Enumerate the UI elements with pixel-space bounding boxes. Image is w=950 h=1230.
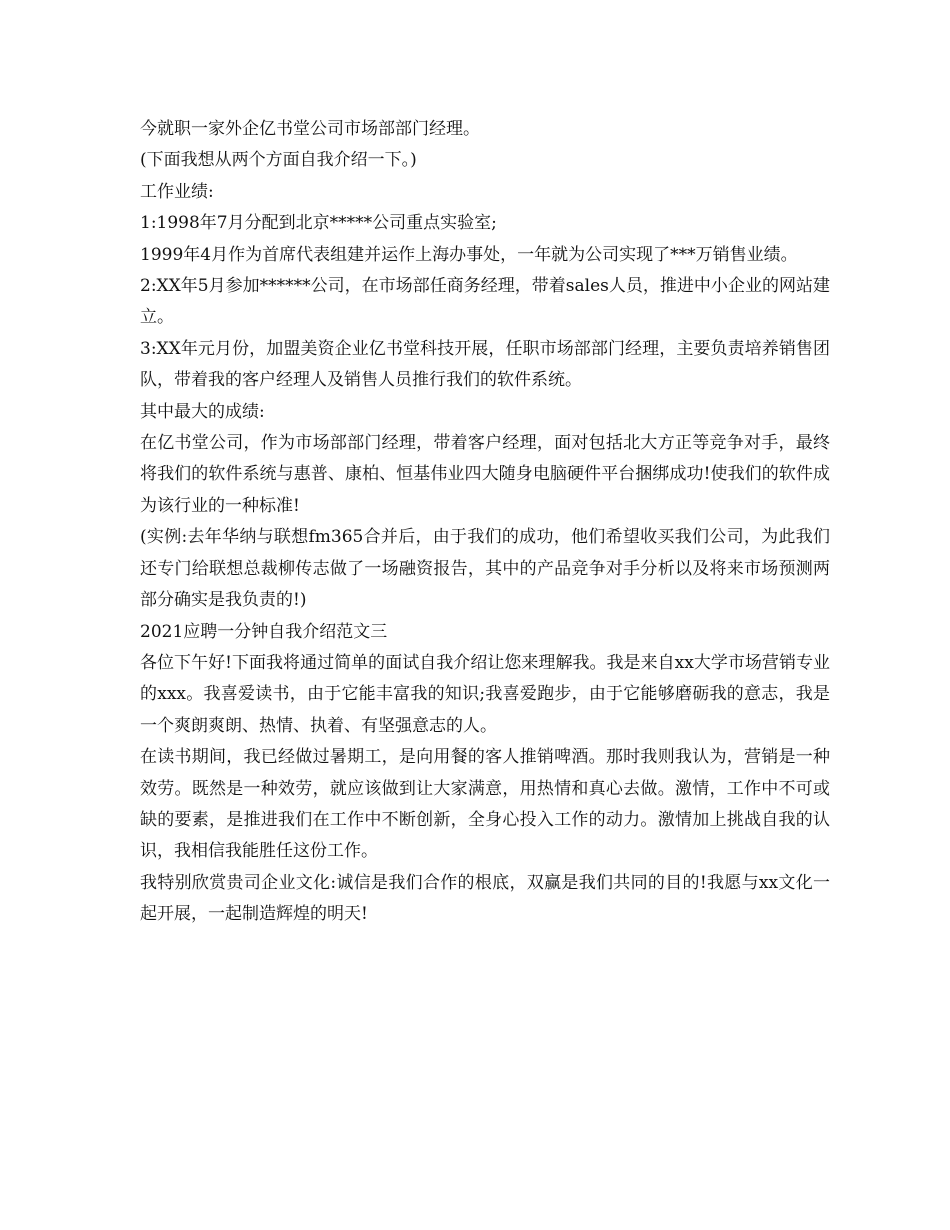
document-body xyxy=(140,114,830,931)
paragraph: 工作业绩: xyxy=(140,181,214,202)
paragraph: 今就职一家外企亿书堂公司市场部部门经理。 xyxy=(140,119,480,139)
paragraph: 1:1998年7月分配到北京*****公司重点实验室; xyxy=(140,213,497,234)
paragraph: 其中最大的成绩: xyxy=(140,401,265,422)
section-heading: 2021应聘一分钟自我介绍范文三 xyxy=(140,621,388,642)
paragraph: 2:XX年5月参加******公司，在市场部任商务经理，带着sales人员，推进中小企业的网站建立。 xyxy=(140,276,830,328)
paragraph: 1999年4月作为首席代表组建并运作上海办事处，一年就为公司实现了***万销售业绩。 xyxy=(140,244,798,265)
paragraph: 各位下午好!下面我将通过简单的面试自我介绍让您来理解我。我是来自xx大学市场营销专业的xxx。我喜爱读书，由于它能丰富我的知识;我喜爱跑步，由于它能够磨砺我的意志，我是一个爽朗爽朗、热情、执着、有坚强意志的人。 xyxy=(140,652,830,736)
paragraph: 我特别欣赏贵司企业文化:诚信是我们合作的根底，双赢是我们共同的目的!我愿与xx文化一起开展，一起制造辉煌的明天! xyxy=(140,872,830,925)
paragraph: 3:XX年元月份，加盟美资企业亿书堂科技开展，任职市场部部门经理，主要负责培养销售团队，带着我的客户经理人及销售人员推行我们的软件系统。 xyxy=(140,338,830,391)
paragraph: (下面我想从两个方面自我介绍一下。) xyxy=(140,150,417,171)
paragraph: 在读书期间，我已经做过暑期工，是向用餐的客人推销啤酒。那时我则我认为，营销是一种效劳。既然是一种效劳，就应该做到让大家满意，用热情和真心去做。激情，工作中不可或缺的要素，是推进我们在工作中不断创新，全身心投入工作的动力。激情加上挑战自我的认识，我相信我能胜任这份工作。 xyxy=(140,747,830,862)
paragraph: (实例:去年华纳与联想fm365合并后，由于我们的成功，他们希望收买我们公司，为此我们还专门给联想总裁柳传志做了一场融资报告，其中的产品竞争对手分析以及将来市场预测两部分确实是我负责的!) xyxy=(140,527,830,611)
paragraph: 在亿书堂公司，作为市场部部门经理，带着客户经理，面对包括北大方正等竞争对手，最终将我们的软件系统与惠普、康柏、恒基伟业四大随身电脑硬件平台捆绑成功!使我们的软件成为该行业的一种标准! xyxy=(140,433,830,516)
